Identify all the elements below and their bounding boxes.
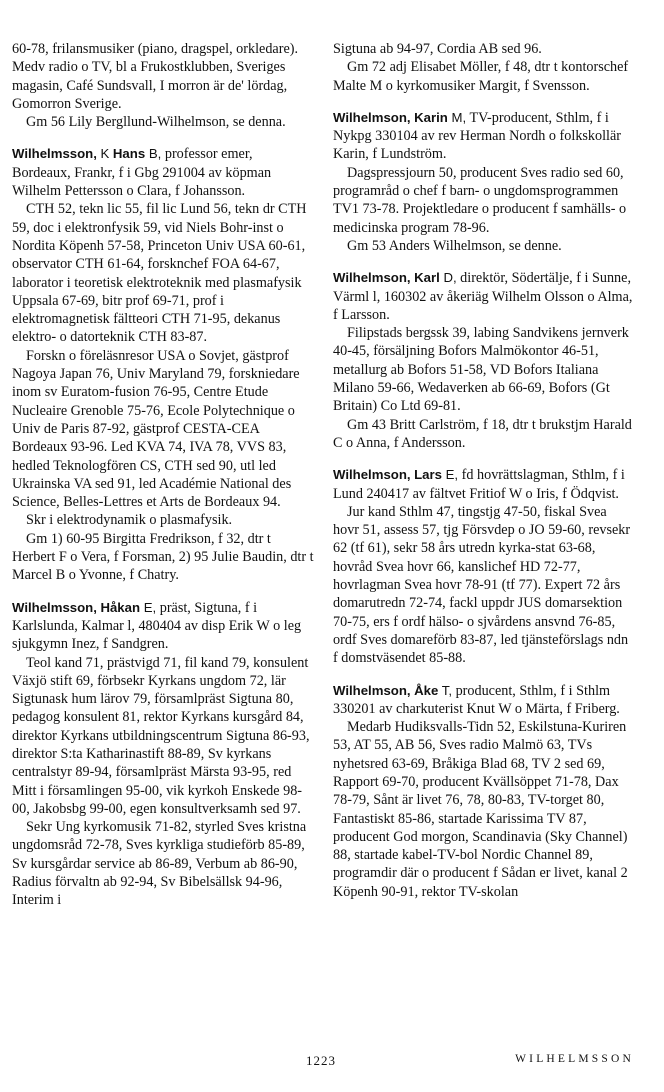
- entry-paragraph: Medarb Hudiksvalls-Tidn 52, Eskilstuna-Kuriren 53, AT 55, AB 56, Sves radio Malmö 63, TVs nyhetsred 63-69, Bråkiga Blad 68, TV 2 sed 69, Rapport 69-70, producent Kvällsöppet 71-78, Dax 78-79, Sånt är livet 76, 78, 80-83, TV-torget 80, Fantastiskt 85-86, startade Karissima TV 87, producent God morgon, Scandinavia (Sky Channel) 88, startade kabel-TV-bol Nordic Channel 89, programdir där o producent f Sådan er livet, kanal 2 Köpenh 90-91, rektor TV-skolan: [333, 719, 628, 900]
- given-initial: D,: [443, 270, 457, 286]
- entry-paragraph: Gm 43 Britt Carlström, f 18, dtr t brukstjm Harald C o Anna, f Andersson.: [333, 416, 632, 451]
- entry-header-text: direktör, Södertälje, f i Sunne, Värml l, 160302 av åkeriäg Wilhelm Olsson o Alma, f Larsson.: [333, 270, 633, 323]
- entry-header-text: professor emer, Bordeaux, Frankr, f i Gbg 291004 av köpman Wilhelm Pettersson o Clara, f Johansson.: [12, 146, 272, 200]
- entry-header-text: fd hovrättslagman, Sthlm, f i Lund 240417 av fältvet Fritiof W o Iris, f Ödqvist.: [333, 467, 625, 502]
- continuation-paragraph: Gm 72 adj Elisabet Möller, f 48, dtr t kontorschef Malte M o kyrkomusiker Margit, f Svensson.: [333, 59, 629, 94]
- entry-given-names: [100, 146, 161, 161]
- given-initial: E,: [445, 467, 459, 483]
- entry-paragraph: CTH 52, tekn lic 55, fil lic Lund 56, tekn dr CTH 59, doc i elektronfysik 59, vid Niels Bohr-inst o Nordita Köpenh 57-58, Princeton Univ USA 60-61, observator CTH 61-64, forsknchef FOA 64-67, laborator i teoretisk elektroteknik med plasmafysik Uppsala 67-69, bitr prof 69-71, prof i elektromagnetisk fältteori CTH 71-95, dekanus elektro- o datorteknik CTH 83-87.: [12, 201, 307, 346]
- given-name-bold: Håkan: [100, 599, 141, 615]
- continuation-entry: [333, 40, 635, 95]
- entry-header-text: TV-producent, Sthlm, f i Nykpg 330104 av rev Herman Nordh o folkskollär Karin, f Lundström.: [333, 109, 622, 163]
- entry-header: [333, 466, 635, 503]
- bio-entry-karl: [333, 269, 635, 452]
- entry-paragraph: Skr i elektrodynamik o plasmafysik.: [26, 512, 233, 529]
- entry-paragraph: Gm 53 Anders Wilhelmson, se denne.: [347, 237, 562, 254]
- entry-header: [333, 109, 635, 164]
- entry-paragraph: Gm 1) 60-95 Birgitta Fredrikson, f 32, dtr t Herbert F o Vera, f Forsman, 2) 95 Julie Baudin, dtr t Marcel B o Yvonne, f Chatry.: [12, 530, 314, 584]
- given-name-bold: Karl: [414, 270, 440, 286]
- bio-entry-karin: [333, 109, 635, 255]
- entry-surname: Wilhelmson,: [333, 467, 411, 483]
- entry-header: [333, 269, 635, 324]
- entry-paragraph: Forskn o föreläsnresor USA o Sovjet, gästprof Nagoya Japan 76, Univ Maryland 79, forskniedare inom sv Euratom-fusion 76-95, Centre Etude Nucleaire Grenoble 75-76, Ecole Polytechnique o Univ de Paris 87-92, gästprof CESTA-CEA Bordeaux 93-96. Led KVA 74, IVA 78, VVS 83, hedled Teknologfören CS, CTH sed 90, utl led Ukrainska VA sed 91, led Académie National des Science, Belles-Lettres et Arts de Bordeaux 94.: [12, 347, 300, 511]
- page-number: 1223: [306, 1053, 336, 1068]
- bio-entry-ake: [333, 682, 635, 902]
- given-initial: M,: [451, 109, 467, 125]
- continuation-paragraph: Gm 56 Lily Bergllund-Wilhelmson, se denna.: [26, 114, 286, 131]
- bio-entry-lars: [333, 466, 635, 667]
- given-initial: E,: [143, 599, 157, 615]
- entry-surname: Wilhelmson,: [333, 109, 411, 125]
- entry-header: [12, 599, 314, 654]
- entry-paragraph: Jur kand Sthlm 47, tingstjg 47-50, fiskal Svea hovr 51, assess 57, tjg Försvdep o JO 59-60, revsekr 62 (tf 61), sekr 58 års utredn kyrka-stat 63-68, hovråd Svea hovr 66, kanslichef HD 72-77, hovrlagman Svea hovr 78-91 (tf 77). Expert 72 års domarutredn 72-74, fackl uppdr JUS domarsektion 70-75, ers f ordf hälso- o sjvårdens ansvnd 76-85, ordf Sves domareförb 83-87, led tjänsteförslags ndn f domstväsendet 85-88.: [333, 503, 631, 667]
- given-name-bold: Hans: [112, 146, 146, 162]
- entry-surname: Wilhelmsson,: [12, 146, 97, 162]
- entry-surname: Wilhelmsson,: [12, 599, 97, 615]
- entry-given-names: [414, 110, 466, 125]
- continuation-entry: [12, 40, 314, 131]
- entry-surname: Wilhelmson,: [333, 270, 411, 286]
- entry-header-text: präst, Sigtuna, f i Karlslunda, Kalmar l, 480404 av disp Erik W o leg sjukgymn Inez, f Sandgren.: [12, 599, 302, 653]
- entry-paragraph: Dagspressjourn 50, producent Sves radio sed 60, programråd o chef f barn- o ungdomsprogrammen TV1 73-78. Projektledare o producent f samhälls- o medicinska program 78-96.: [333, 164, 627, 236]
- entry-given-names: [414, 683, 452, 698]
- entry-given-names: [414, 270, 457, 285]
- entry-paragraph: Teol kand 71, prästvigd 71, fil kand 79, konsulent Växjö stift 69, förbsekr Kyrkans ungdom 72, lär Sigtunask hum lärov 79, församlpräst Sigtuna 80, pedagog konsulent 81, rektor Kyrkans kursgård 84, direktor Kyrkans utbildningscentrum Sigtuna 86-93, direktor S:ta Katharinastift 88-89, Sv kyrkans centralstyr 89-94, församlpräst Märsta 93-95, red Mitt i församlingen 95-00, vik kyrkoh Enskede 98-00, Jakobsbg 99-00, egen konsultverksamh sed 97.: [12, 654, 310, 817]
- entry-surname: Wilhelmson,: [333, 682, 411, 698]
- continuation-paragraph: 60-78, frilansmusiker (piano, dragspel, orkledare). Medv radio o TV, bl a Frukostklubben, Sveriges magasin, Café Sundsvall, I morron är de' lördag, Gomorron Sverige.: [12, 41, 299, 112]
- bio-entry-hans: [12, 145, 314, 584]
- bio-entry-hakan: [12, 599, 314, 910]
- right-column: [333, 40, 635, 915]
- entry-given-names: [100, 600, 156, 615]
- left-column: [12, 40, 314, 924]
- given-name-bold: Karin: [414, 109, 448, 125]
- entry-header-text: producent, Sthlm, f i Sthlm 330201 av charkuterist Knut W o Märta, f Friberg.: [333, 682, 620, 717]
- continuation-paragraph: Sigtuna ab 94-97, Cordia AB sed 96.: [333, 41, 542, 57]
- page-footer: [0, 1053, 664, 1073]
- entry-header: [333, 682, 635, 719]
- running-head: WILHELMSSON: [515, 1053, 634, 1065]
- entry-given-names: [414, 467, 458, 482]
- given-initial: T,: [441, 682, 453, 698]
- entry-paragraph: Sekr Ung kyrkomusik 71-82, styrled Sves kristna ungdomsråd 72-78, Sves kyrkliga studieförb 85-89, Sv kursgårdar service ab 86-89, Verbum ab 86-90, Radius förvaltn ab 92-94, Sv Bibelsällsk 94-96, Interim i: [12, 819, 307, 909]
- given-name-plain: K: [100, 146, 110, 162]
- given-name-bold: Åke: [414, 682, 439, 698]
- entry-paragraph: Filipstads bergssk 39, labing Sandvikens jernverk 40-45, försäljning Bofors Malmökontor 46-51, metallurg ab Bofors 51-58, VD Bofors Italiana Milano 59-66, Wedaverken ab 66-69, Bofors (Gt Britain) Co Ltd 69-81.: [333, 325, 629, 415]
- given-initial: B,: [148, 146, 162, 162]
- entry-header: [12, 145, 314, 200]
- given-name-bold: Lars: [414, 467, 442, 483]
